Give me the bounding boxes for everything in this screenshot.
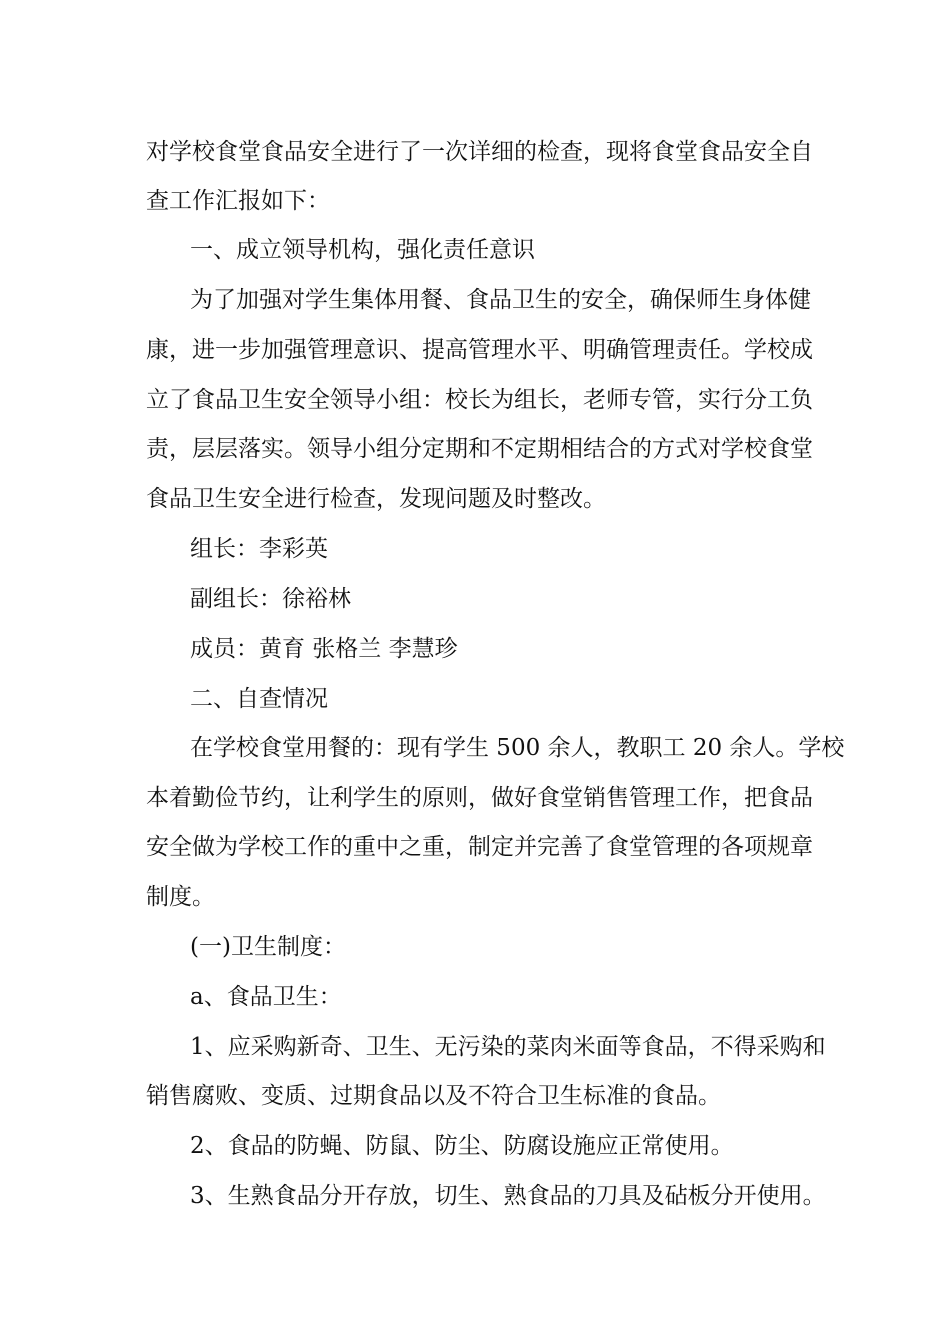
- text-line-13: 在学校食堂用餐的：现有学生 500 余人，教职工 20 余人。学校: [190, 735, 845, 761]
- members-line: 成员：黄育 张格兰 李慧珍: [190, 636, 458, 662]
- text-line-5: 康，进一步加强管理意识、提高管理水平、明确管理责任。学校成: [146, 337, 813, 363]
- subsection-heading: (一)卫生制度：: [190, 934, 346, 960]
- text-line-7: 责，层层落实。领导小组分定期和不定期相结合的方式对学校食堂: [146, 436, 813, 462]
- section-heading-2: 二、自查情况: [190, 686, 328, 712]
- group-leader-line: 组长：李彩英: [190, 536, 328, 562]
- rule-item-1-continued: 销售腐败、变质、过期食品以及不符合卫生标准的食品。: [146, 1083, 721, 1109]
- text-line-4: 为了加强对学生集体用餐、食品卫生的安全，确保师生身体健: [190, 287, 811, 313]
- text-line-6: 立了食品卫生安全领导小组：校长为组长，老师专管，实行分工负: [146, 387, 813, 413]
- section-heading-1: 一、成立领导机构，强化责任意识: [190, 237, 535, 263]
- rule-item-1: 1、应采购新奇、卫生、无污染的菜肉米面等食品，不得采购和: [190, 1034, 826, 1060]
- text-line-1: 对学校食堂食品安全进行了一次详细的检查，现将食堂食品安全自: [146, 139, 813, 165]
- text-line-16: 制度。: [146, 884, 215, 910]
- text-line-15: 安全做为学校工作的重中之重，制定并完善了食堂管理的各项规章: [146, 834, 813, 860]
- rule-item-3: 3、生熟食品分开存放，切生、熟食品的刀具及砧板分开使用。: [190, 1183, 826, 1209]
- text-line-2: 查工作汇报如下：: [146, 188, 330, 214]
- deputy-leader-line: 副组长：徐裕林: [190, 586, 351, 612]
- text-line-14: 本着勤俭节约，让利学生的原则，做好食堂销售管理工作，把食品: [146, 785, 813, 811]
- rule-item-2: 2、食品的防蝇、防鼠、防尘、防腐设施应正常使用。: [190, 1133, 734, 1159]
- sub-item-heading: a、食品卫生：: [190, 984, 342, 1010]
- text-line-8: 食品卫生安全进行检查，发现问题及时整改。: [146, 486, 606, 512]
